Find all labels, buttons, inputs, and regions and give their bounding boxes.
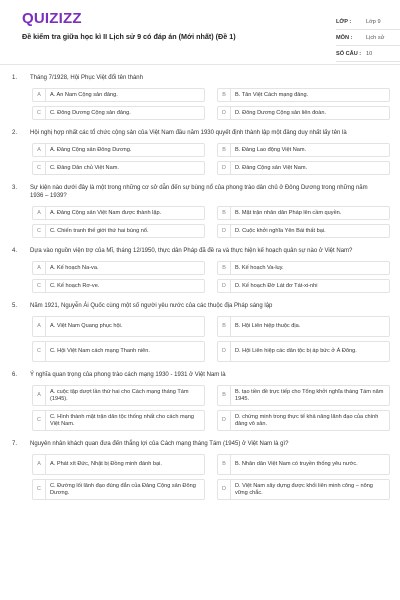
option-text: D. Đảng Cộng sản Việt Nam. [235,164,308,171]
option-letter: A [33,317,46,336]
answer-option-d[interactable] [217,106,390,120]
question-number: 1. [12,75,18,81]
answer-options [32,261,390,293]
answer-option-d[interactable] [217,161,390,175]
answer-option-b[interactable] [217,261,390,275]
answer-option-d[interactable] [217,341,390,362]
question-line [10,302,390,310]
option-letter: B [218,386,231,405]
header-divider [0,64,400,65]
answer-option-a[interactable] [32,385,205,406]
answer-options [32,88,390,120]
answer-option-d[interactable] [217,479,390,500]
question-text: Nguyên nhân khách quan đưa đến thắng lợi của Cách mạng tháng Tám (1945) ở Việt Nam là gì? [30,441,289,447]
question-text: Sự kiện nào dưới đây là một trong những cơ sở dẫn đến sự bùng nổ của phong trào dân chủ ở Đông Dương trong những năm 1936 – 1939? [30,185,368,199]
answer-option-c[interactable] [32,410,205,431]
answer-option-c[interactable] [32,279,205,293]
answer-option-d[interactable] [217,410,390,431]
question-text: Tháng 7/1928, Hội Phục Việt đổi tên thành [30,75,143,81]
option-letter: B [218,455,231,474]
answer-options [32,385,390,431]
question-item [10,129,390,175]
option-letter: C [33,280,46,292]
option-text: C. Hội Việt Nam cách mạng Thanh niên. [50,348,150,355]
option-letter: A [33,89,46,101]
document-title: Đề kiểm tra giữa học kì II Lịch sử 9 có đáp án (Mới nhất) (Đề 1) [22,32,236,41]
answer-option-a[interactable] [32,454,205,475]
answer-option-b[interactable] [217,454,390,475]
question-line [10,371,390,379]
option-letter: A [33,455,46,474]
meta-label: MÔN : [336,34,353,41]
option-text: D. Hội Liên hiệp các dân tộc bị áp bức ở Á Đông. [235,348,357,355]
option-letter: C [33,162,46,174]
question-number: 2. [12,130,18,136]
answer-option-b[interactable] [217,143,390,157]
question-number: 6. [12,372,18,378]
question-line [10,184,390,200]
option-text: D. Cuộc khởi nghĩa Yên Bái thất bại. [235,227,326,234]
option-text: C. Hình thành mặt trận dân tộc thống nhất cho cách mạng Việt Nam. [50,413,194,427]
option-letter: C [33,480,46,499]
option-letter: D [218,480,231,499]
answer-option-c[interactable] [32,161,205,175]
option-text: B. Tân Việt Cách mạng đảng. [235,91,309,98]
answer-option-b[interactable] [217,385,390,406]
answer-option-a[interactable] [32,143,205,157]
question-number: 4. [12,248,18,254]
answer-option-b[interactable] [217,88,390,102]
option-letter: A [33,144,46,156]
option-letter: D [218,162,231,174]
answer-option-c[interactable] [32,106,205,120]
option-letter: D [218,411,231,430]
meta-panel [336,14,400,62]
option-text: C. Đảng Dân chủ Việt Nam. [50,164,119,171]
option-text: C. Đường lối lãnh đạo đúng đắn của Đảng Cộng sản Đông Dương. [50,482,196,496]
question-line [10,247,390,255]
option-letter: D [218,280,231,292]
option-text: D. Kế hoạch Đờ Lát đơ Tát-xi-nhi [235,282,318,289]
question-item [10,74,390,120]
option-text: A. Phát xít Đức, Nhật bị Đồng minh đánh bại. [50,461,162,468]
answer-options [32,316,390,362]
option-text: C. Đông Dương Cộng sản đảng. [50,109,131,116]
option-text: D. Việt Nam xây dựng được khối liên minh công – nông vững chắc. [235,482,373,496]
answer-options [32,206,390,238]
answer-option-a[interactable] [32,88,205,102]
question-line [10,74,390,82]
option-letter: C [33,107,46,119]
meta-value: Lớp 9 [366,18,381,25]
question-number: 5. [12,303,18,309]
option-text: C. Kế hoạch Rơ-ve. [50,282,100,289]
answer-option-b[interactable] [217,316,390,337]
question-item [10,184,390,238]
option-letter: B [218,144,231,156]
question-text: Ý nghĩa quan trọng của phong trào cách mạng 1930 - 1931 ở Việt Nam là [30,372,226,378]
option-letter: D [218,107,231,119]
option-text: A. Kế hoạch Na-va. [50,264,99,271]
option-text: A. cuộc tập dượt lần thứ hai cho Cách mạng tháng Tám (1945). [50,388,189,402]
option-letter: B [218,262,231,274]
option-letter: C [33,342,46,361]
option-letter: B [218,89,231,101]
option-letter: C [33,225,46,237]
answer-option-a[interactable] [32,206,205,220]
option-letter: B [218,207,231,219]
option-text: B. Mặt trận nhân dân Pháp lên cầm quyền. [235,209,342,216]
option-letter: A [33,262,46,274]
answer-option-d[interactable] [217,279,390,293]
option-letter: A [33,386,46,405]
option-letter: D [218,225,231,237]
question-item [10,302,390,362]
answer-option-c[interactable] [32,341,205,362]
option-text: B. Nhân dân Việt Nam có truyền thống yêu nước. [235,461,358,468]
option-letter: A [33,207,46,219]
question-number: 7. [12,441,18,447]
option-letter: D [218,342,231,361]
question-number: 3. [12,185,18,191]
meta-label: LỚP : [336,18,352,25]
answer-options [32,454,390,500]
option-text: B. Đảng Lao động Việt Nam. [235,146,307,153]
question-text: Năm 1921, Nguyễn Ái Quốc cùng một số người yêu nước của các thuộc địa Pháp sáng lập [30,303,273,309]
quizizz-logo[interactable]: QUIZIZZ [22,10,82,27]
option-text: C. Chiến tranh thế giới thứ hai bùng nổ. [50,227,149,234]
answer-options [32,143,390,175]
meta-value: Lịch sử [366,34,385,41]
question-line [10,440,390,448]
answer-option-c[interactable] [32,224,205,238]
answer-option-d[interactable] [217,224,390,238]
option-text: B. tạo tiền đề trực tiếp cho Tổng khởi nghĩa tháng Tám năm 1945. [235,388,384,402]
worksheet-header [10,0,390,62]
meta-value: 10 [366,50,373,57]
question-line [10,129,390,137]
question-list [10,74,390,509]
option-text: A. An Nam Cộng sản đảng. [50,91,118,98]
option-text: A. Đảng Cộng sản Đông Dương. [50,146,132,153]
answer-option-b[interactable] [217,206,390,220]
meta-label: SỐ CÂU : [336,50,362,57]
question-item [10,440,390,500]
option-text: D. chứng minh trong thực tế khả năng lãnh đạo của chính đảng vô sản. [235,413,379,427]
question-text: Hội nghị hợp nhất các tổ chức cộng sản của Việt Nam đầu năm 1930 quyết định thành lập một đảng duy nhất lấy tên là [30,130,347,136]
option-text: A. Việt Nam Quang phục hội. [50,323,123,330]
answer-option-a[interactable] [32,316,205,337]
option-text: D. Đông Dương Cộng sản liên đoàn. [235,109,327,116]
answer-option-a[interactable] [32,261,205,275]
question-item [10,371,390,431]
answer-option-c[interactable] [32,479,205,500]
option-text: B. Kế hoạch Va-luy. [235,264,284,271]
option-letter: B [218,317,231,336]
meta-row [336,30,400,46]
meta-row [336,46,400,62]
option-text: A. Đảng Cộng sản Việt Nam được thành lập. [50,209,162,216]
question-item [10,247,390,293]
meta-row [336,14,400,30]
option-text: B. Hội Liên hiệp thuộc địa. [235,323,301,330]
option-letter: C [33,411,46,430]
question-text: Dựa vào nguồn viện trợ của Mĩ, tháng 12/1950, thực dân Pháp đã đề ra và thực hiện kế hoạch quân sự nào ở Việt Nam? [30,248,353,254]
